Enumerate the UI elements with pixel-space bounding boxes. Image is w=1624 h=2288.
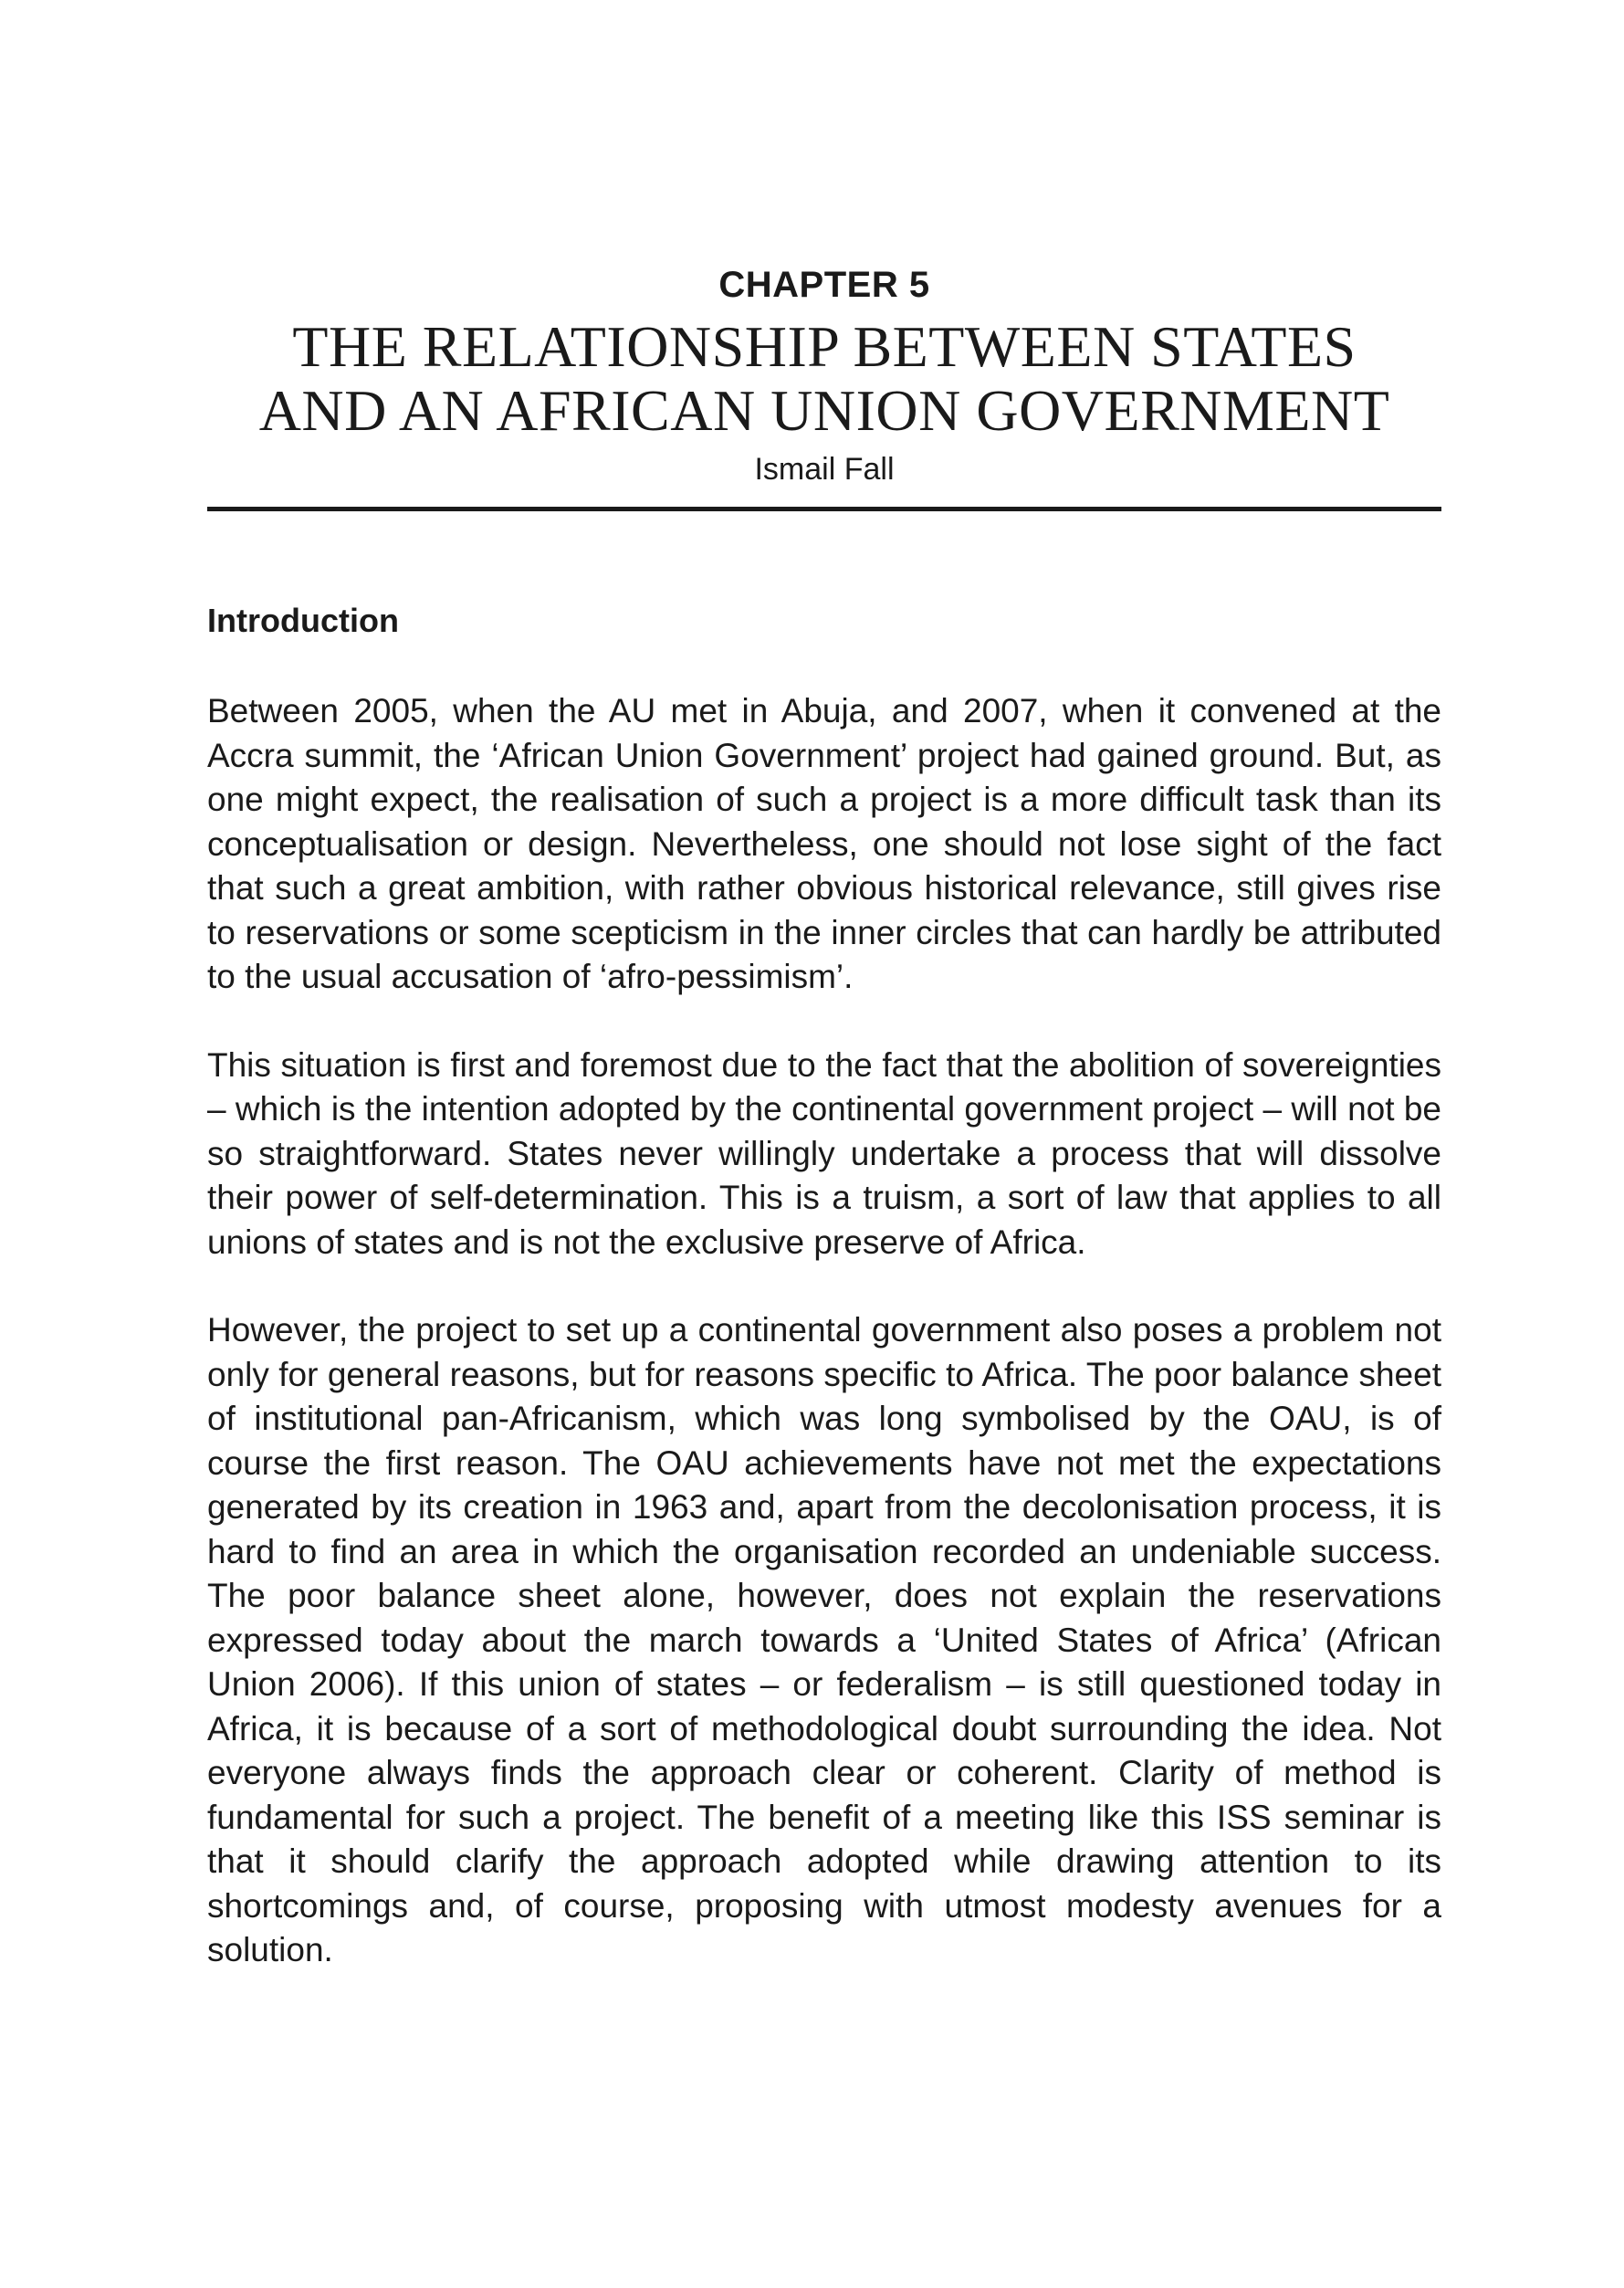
- section-heading: Introduction: [207, 602, 399, 639]
- body-text: [207, 689, 1441, 2017]
- chapter-title: [207, 315, 1441, 443]
- chapter-title-line-2: AND AN AFRICAN UNION GOVERNMENT: [258, 378, 1390, 443]
- paragraph-1: Between 2005, when the AU met in Abuja, and 2007, when it convened at the Accra summit, the ‘African Union Government’ project had gained ground. But, as one might expect, the realisation of such a project is a more difficult task than its conceptualisation or design. Nevertheless, one should not lose sight of the fact that such a great ambition, with rather obvious historical relevance, still gives rise to reservations or some scepticism in the inner circles that can hardly be attributed to the usual accusation of ‘afro-pessimism’.: [207, 692, 1441, 995]
- paragraph-3: However, the project to set up a continental government also poses a problem not only for general reasons, but for reasons specific to Africa. The poor balance sheet of institutional pan-Africanism, which was long symbolised by the OAU, is of course the first reason. The OAU achievements have not met the expectations generated by its creation in 1963 and, apart from the decolonisation process, it is hard to find an area in which the organisation recorded an undeniable success. The poor balance sheet alone, however, does not explain the reservations expressed today about the march towards a ‘United States of Africa’ (African Union 2006). If this union of states – or federalism – is still questioned today in Africa, it is because of a sort of methodological doubt surrounding the idea. Not everyone always finds the approach clear or coherent. Clarity of method is fundamental for such a project. The benefit of a meeting like this ISS seminar is that it should clarify the approach adopted while drawing attention to its shortcomings and, of course, proposing with utmost modesty avenues for a solution.: [207, 1311, 1441, 1968]
- author-name: Ismail Fall: [754, 452, 895, 487]
- chapter-title-line-1: THE RELATIONSHIP BETWEEN STATES: [292, 314, 1357, 379]
- paragraph-2: This situation is first and foremost due to the fact that the abolition of sovereignties – which is the intention adopted by the continental government project – will not be so straightforward. States never willingly undertake a process that will dissolve their power of self-determination. This is a truism, a sort of law that applies to all unions of states and is not the exclusive preserve of Africa.: [207, 1045, 1441, 1261]
- title-divider: [207, 507, 1441, 511]
- chapter-label: CHAPTER 5: [718, 265, 930, 305]
